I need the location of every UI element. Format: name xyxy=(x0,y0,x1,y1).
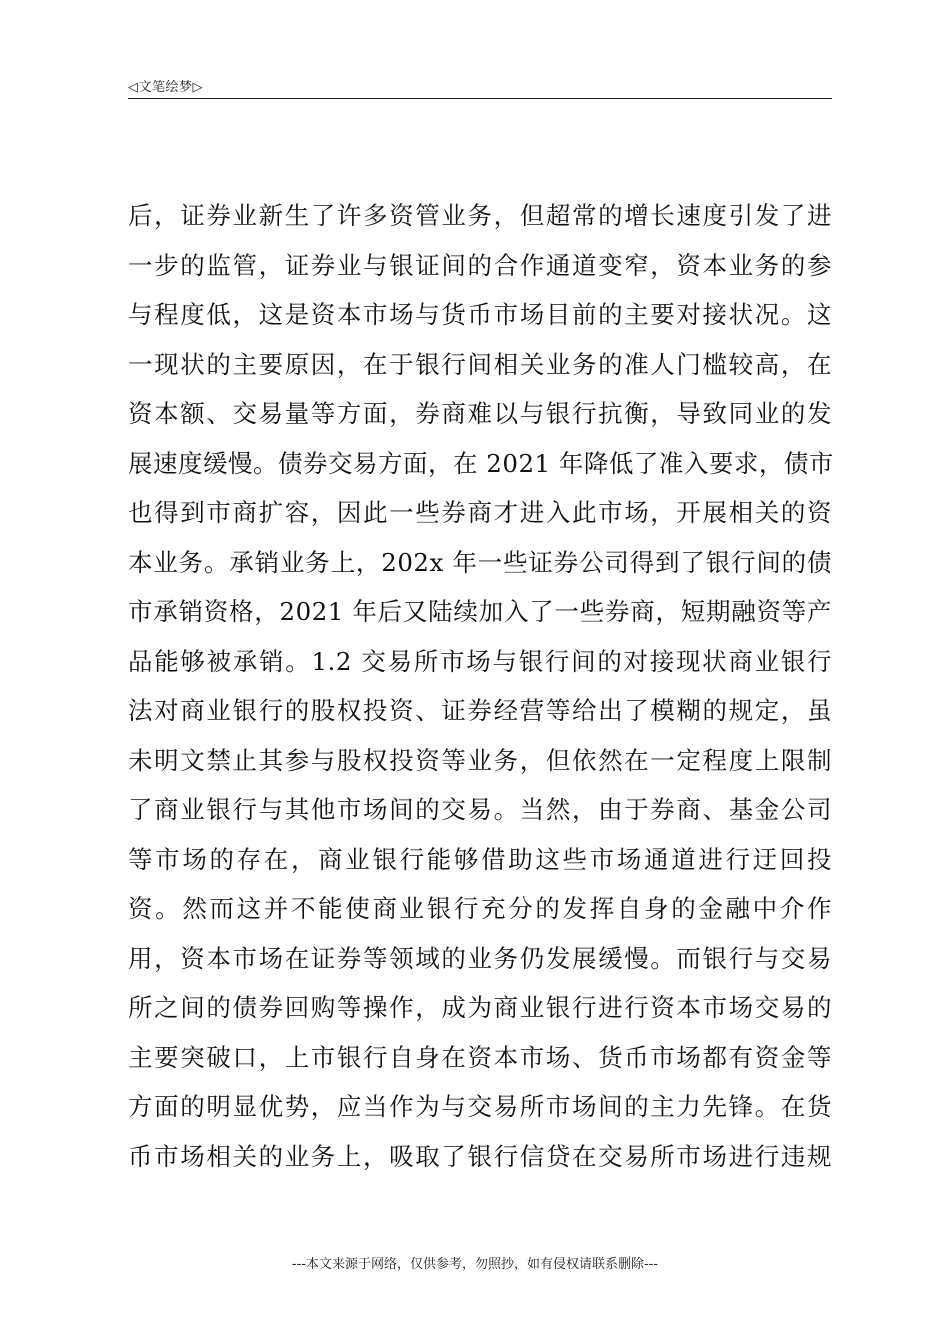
body-line: 展速度缓慢。债券交易方面，在 2021 年降低了准入要求，债市 xyxy=(128,448,834,478)
body-line: 后，证券业新生了许多资管业务，但超常的增长速度引发了进 xyxy=(128,201,832,230)
body-line: 了商业银行与其他市场间的交易。当然，由于券商、基金公司 xyxy=(128,795,832,824)
body-line: 与程度低，这是资本市场与货币市场目前的主要对接状况。这 xyxy=(128,300,832,329)
body-line: 方面的明显优势，应当作为与交易所市场间的主力先锋。在货 xyxy=(128,1092,832,1121)
footer-notice: ---本文来源于网络，仅供参考，勿照抄，如有侵权请联系删除--- xyxy=(291,1257,659,1272)
body-line: 市承销资格，2021 年后又陆续加入了一些券商，短期融资等产 xyxy=(128,597,832,626)
body-line: 币市场相关的业务上，吸取了银行信贷在交易所市场进行违规 xyxy=(128,1141,832,1171)
body-line: 等市场的存在，商业银行能够借助这些市场通道进行迂回投 xyxy=(128,844,832,874)
body-line: 本业务。承销业务上，202x 年一些证券公司得到了银行间的债 xyxy=(128,547,832,577)
body-line: 也得到市商扩容，因此一些券商才进入此市场，开展相关的资 xyxy=(128,498,832,527)
body-line: 一现状的主要原因，在于银行间相关业务的准人门槛较高，在 xyxy=(128,349,832,379)
body-line: 主要突破口，上市银行自身在资本市场、货币市场都有资金等 xyxy=(128,1042,832,1072)
body-line: 所之间的债券回购等操作，成为商业银行进行资本市场交易的 xyxy=(128,993,832,1022)
document-body xyxy=(128,191,832,1181)
body-line: 法对商业银行的股权投资、证券经营等给出了模糊的规定，虽 xyxy=(128,696,832,725)
body-line: 未明文禁止其参与股权投资等业务，但依然在一定程度上限制 xyxy=(128,745,832,775)
page-footer xyxy=(0,1253,950,1272)
page-header xyxy=(128,74,832,99)
header-title: ◁文笔绘梦▷ xyxy=(128,80,203,95)
body-line: 一步的监管，证券业与银证间的合作通道变窄，资本业务的参 xyxy=(128,250,832,280)
body-line: 品能够被承销。1.2 交易所市场与银行间的对接现状商业银行 xyxy=(128,646,832,676)
body-line: 资本额、交易量等方面，券商难以与银行抗衡，导致同业的发 xyxy=(128,399,832,428)
body-line: 资。然而这并不能使商业银行充分的发挥自身的金融中介作 xyxy=(128,894,832,923)
body-line: 用，资本市场在证券等领域的业务仍发展缓慢。而银行与交易 xyxy=(128,943,832,973)
